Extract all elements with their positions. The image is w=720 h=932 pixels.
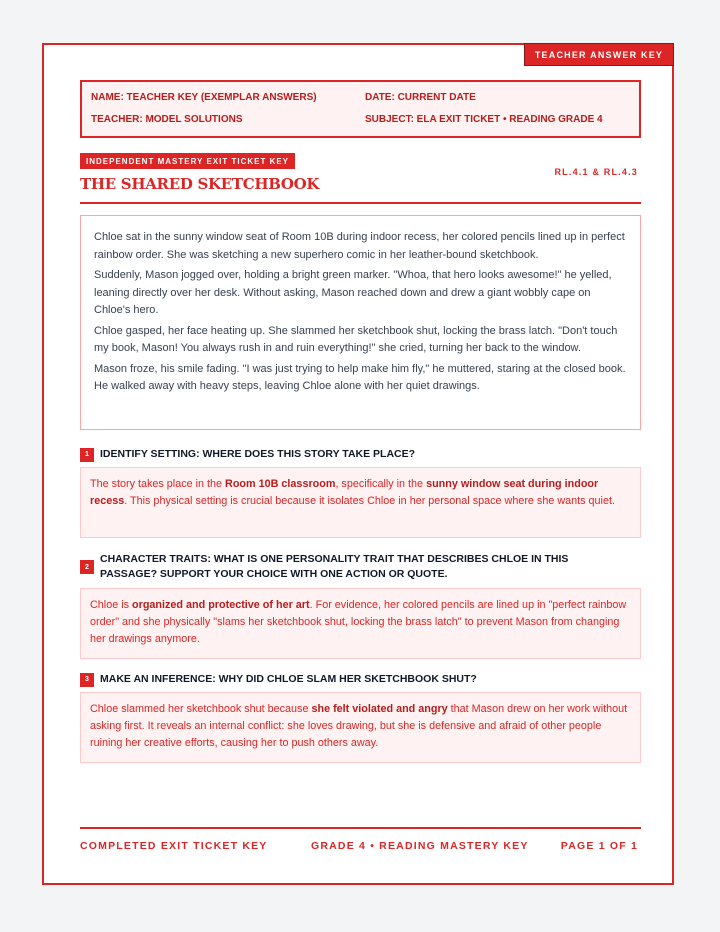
answer-box	[80, 467, 641, 538]
answer-emphasis: she felt violated and angry	[311, 703, 448, 715]
question-prompt: CHARACTER TRAITS: WHAT IS ONE PERSONALITY TRAIT THAT DESCRIBES CHLOE IN THIS PASSAGE? SUPPORT YOUR CHOICE WITH ONE ACTION OR QUOTE.	[100, 553, 569, 580]
date-field: DATE: CURRENT DATE	[365, 92, 476, 103]
passage-paragraph: Chloe sat in the sunny window seat of Room 10B during indoor recess, her colored pencils lined up in perfect rainbow order. She was sketching a new superhero comic in her leather-bound sketchbook.	[94, 231, 625, 261]
name-field: NAME: TEACHER KEY (EXEMPLAR ANSWERS)	[91, 92, 317, 103]
answer-box	[80, 692, 641, 763]
question-number-badge: 1	[80, 448, 94, 462]
question-3-header	[80, 672, 477, 687]
question-prompt: MAKE AN INFERENCE: WHY DID CHLOE SLAM HER SKETCHBOOK SHUT?	[100, 673, 477, 685]
answer-text: Chloe slammed her sketchbook shut because	[90, 703, 312, 715]
answer-emphasis: sunny window seat during indoor recess	[90, 478, 599, 507]
passage-paragraph: Chloe gasped, her face heating up. She slammed her sketchbook shut, locking the brass latch. "Don't touch my book, Mason! You always rush in and ruin everything!" she cried, turning her back to the window.	[94, 324, 618, 354]
mastery-badge: INDEPENDENT MASTERY EXIT TICKET KEY	[80, 153, 295, 169]
question-1-header	[80, 447, 415, 462]
answer-text: , specifically in the	[335, 478, 427, 490]
answer-emphasis: organized and protective of her art	[132, 599, 310, 611]
footer-divider	[80, 827, 641, 829]
student-info-box	[80, 80, 641, 138]
answer-box	[80, 588, 641, 659]
answer-text: that Mason drew on her work without asking first. It reveals an internal conflict: she loves drawing, but she is defensive and afraid of other people ruining her creative efforts, causing her to push others away.	[90, 703, 628, 749]
question-number-badge: 3	[80, 673, 94, 687]
answer-key-sheet	[42, 43, 674, 885]
answer-text: . This physical setting is crucial because it isolates Chloe in her personal space where she wants quiet.	[124, 495, 615, 507]
footer-center: GRADE 4 • READING MASTERY KEY	[311, 840, 529, 852]
answer-text: . For evidence, her colored pencils are lined up in "perfect rainbow order" and she physically "slams her sketchbook shut, locking the brass latch" to prevent Mason from changing her drawings anymore.	[90, 599, 627, 645]
answer-text: The story takes place in the	[90, 478, 226, 490]
teacher-field: TEACHER: MODEL SOLUTIONS	[91, 114, 243, 125]
standards-label: RL.4.1 & RL.4.3	[554, 167, 638, 177]
title-divider	[80, 202, 641, 204]
reading-passage	[80, 215, 641, 430]
question-number-badge: 2	[80, 560, 94, 574]
question-prompt: IDENTIFY SETTING: WHERE DOES THIS STORY TAKE PLACE?	[100, 448, 416, 460]
subject-field: SUBJECT: ELA EXIT TICKET • READING GRADE 4	[365, 114, 603, 125]
answer-emphasis: Room 10B classroom	[225, 478, 336, 490]
answer-text: Chloe is	[90, 599, 133, 611]
question-2-header	[80, 552, 641, 582]
passage-paragraph: Mason froze, his smile fading. "I was just trying to help make him fly," he muttered, staring at the closed book. He walked away with heavy steps, leaving Chloe alone with her quiet drawings.	[94, 362, 626, 392]
story-title: THE SHARED SKETCHBOOK	[80, 175, 320, 193]
footer-page-number: PAGE 1 OF 1	[560, 840, 638, 852]
passage-paragraph: Suddenly, Mason jogged over, holding a bright green marker. "Whoa, that hero looks awesome!" he yelled, leaning directly over her desk. Without asking, Mason reached down and drew a giant wobbly cape on Chloe's hero.	[94, 269, 612, 316]
teacher-answer-key-tab: TEACHER ANSWER KEY	[524, 43, 674, 66]
footer-left: COMPLETED EXIT TICKET KEY	[80, 840, 268, 852]
